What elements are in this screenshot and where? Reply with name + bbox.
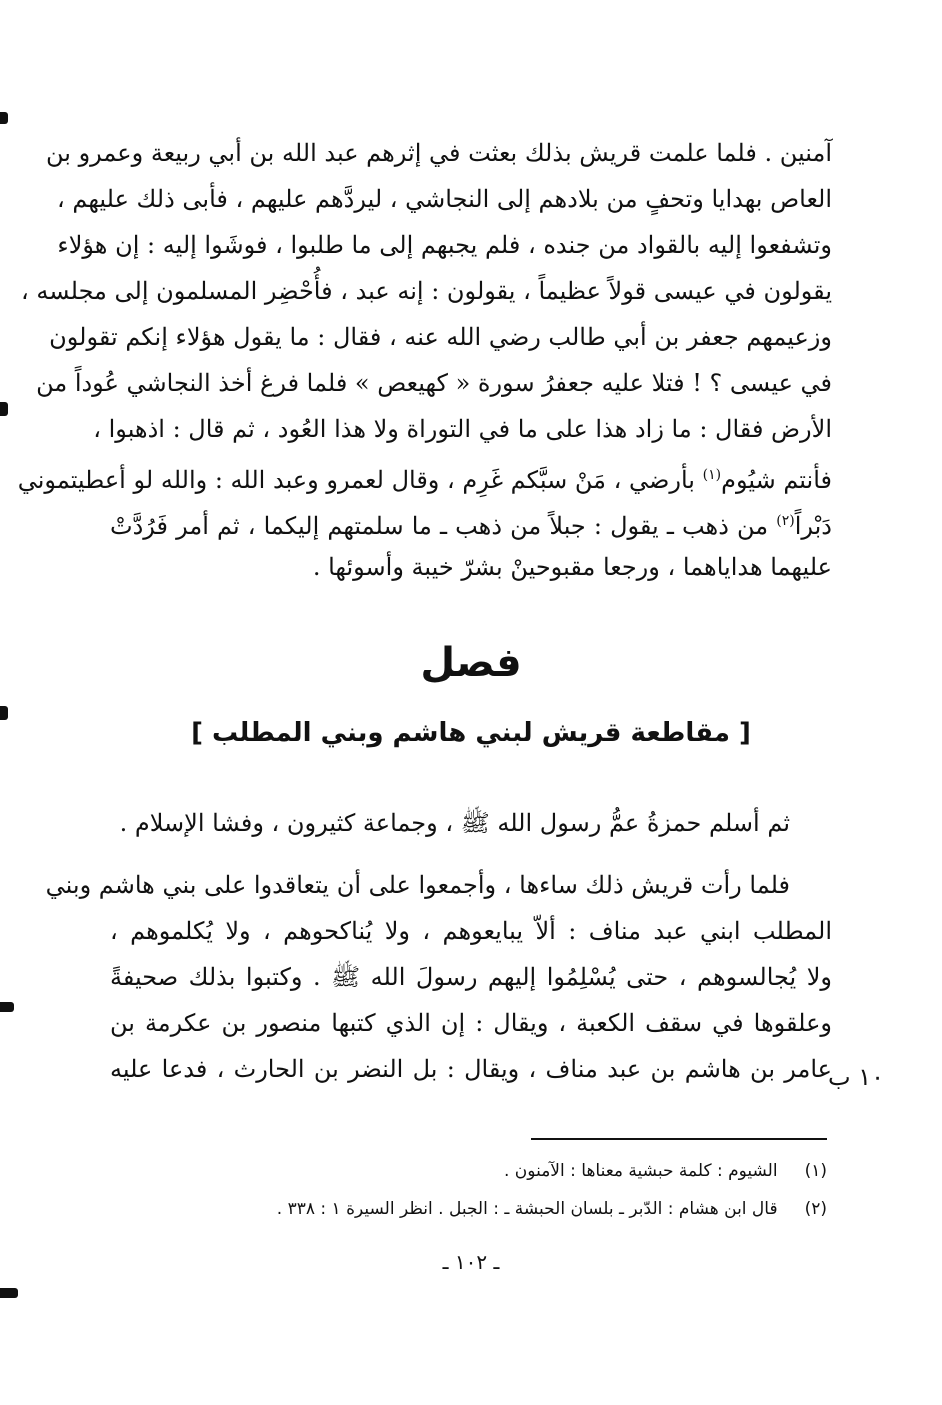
scan-edge-mark xyxy=(0,1288,18,1298)
text-line: ثم أسلم حمزةُ عمُّ رسول الله ﷺ ، وجماعة كثيرون ، وفشا الإسلام . xyxy=(119,809,790,837)
footnote-reference[interactable]: (١) xyxy=(702,467,722,483)
footnote-item xyxy=(127,1152,827,1190)
text-line: فلما رأت قريش ذلك ساءها ، وأجمعوا على أن يتعاقدوا على بني هاشم وبني xyxy=(45,871,790,899)
footnote-reference[interactable]: (٢) xyxy=(776,513,795,529)
text-line xyxy=(17,452,832,498)
section-subtitle: [ مقاطعة قريش لبني هاشم وبني المطلب ] xyxy=(191,718,751,748)
paragraph-hamza xyxy=(110,800,832,846)
text-segment: دَبْراً xyxy=(794,512,832,540)
footnote-divider xyxy=(531,1138,827,1140)
text-line: آمنين . فلما علمت قريش بذلك بعثت في إثرهم عبد الله بن أبي ربيعة وعمرو بن xyxy=(46,139,832,167)
text-line xyxy=(110,498,832,544)
text-segment: من ذهب ـ يقول : جبلاً من ذهب ـ ما سلمتهم إليكما ، ثم أمر فَرُدَّتْ xyxy=(110,512,777,540)
paragraph-boycott xyxy=(45,862,832,1092)
text-line: وزعيمهم جعفر بن أبي طالب رضي الله عنه ، فقال : ما يقول هؤلاء إنكم تقولون xyxy=(49,323,832,351)
text-line: وعلقوها في سقف الكعبة ، ويقال : إن الذي كتبها منصور بن عكرمة بن xyxy=(110,1009,832,1037)
footnote-number: (٢) xyxy=(804,1199,827,1219)
footnote-item xyxy=(127,1190,827,1228)
text-line: الأرض فقال : ما زاد هذا على ما في التوراة ولا هذا العُود ، ثم قال : اذهبوا ، xyxy=(93,415,832,443)
text-line: العاص بهدايا وتحفٍ من بلادهم إلى النجاشي ، ليردَّهم عليهم ، فأبى ذلك عليهم ، xyxy=(57,185,832,213)
text-line: المطلب ابني عبد مناف : ألاّ يبايعوهم ، ولا يُناكحوهم ، ولا يُكلموهم ، xyxy=(110,917,832,945)
page-number: ـ ١٠٢ ـ xyxy=(442,1250,500,1274)
scan-edge-mark xyxy=(0,112,8,124)
text-segment: بأرضي ، مَنْ سبَّكم غَرِم ، وقال لعمرو وعبد الله : والله لو أعطيتموني xyxy=(17,466,703,494)
footnotes xyxy=(127,1152,827,1228)
text-line: يقولون في عيسى قولاً عظيماً ، يقولون : إنه عبد ، فأُحْضِر المسلمون إلى مجلسه ، xyxy=(20,277,832,305)
text-line: عامر بن هاشم بن عبد مناف ، ويقال : بل النضر بن الحارث ، فدعا عليه xyxy=(110,1055,832,1083)
footnote-text: الشيوم : كلمة حبشية معناها : الآمنون . xyxy=(504,1161,778,1181)
text-line: في عيسى ؟ ! فتلا عليه جعفرُ سورة « كهيعص » فلما فرغ أخذ النجاشي عُوداً من xyxy=(36,369,832,397)
paragraph-najashi xyxy=(17,130,832,590)
scan-edge-mark xyxy=(0,1002,14,1012)
text-line: ولا يُجالسوهم ، حتى يُسْلِمُوا إليهم رسولَ الله ﷺ . وكتبوا بذلك صحيفةً xyxy=(110,963,832,991)
text-line: عليهما هداياهما ، ورجعا مقبوحينْ بشرّ خيبة وأسوئها . xyxy=(312,553,832,581)
text-line: وتشفعوا إليه بالقواد من جنده ، فلم يجبهم إلى ما طلبوا ، فوشَوا إليه : إن هؤلاء xyxy=(57,231,832,259)
section-title: فصل xyxy=(420,640,522,686)
footnote-number: (١) xyxy=(804,1161,827,1181)
manuscript-folio-marker: ١٠ ب xyxy=(827,1063,884,1091)
footnote-text: قال ابن هشام : الدّبر ـ بلسان الحبشة ـ : الجبل . انظر السيرة ١ : ٣٣٨ . xyxy=(276,1199,778,1219)
scan-edge-mark xyxy=(0,402,8,416)
text-segment: فأنتم شيُوم xyxy=(721,466,832,494)
